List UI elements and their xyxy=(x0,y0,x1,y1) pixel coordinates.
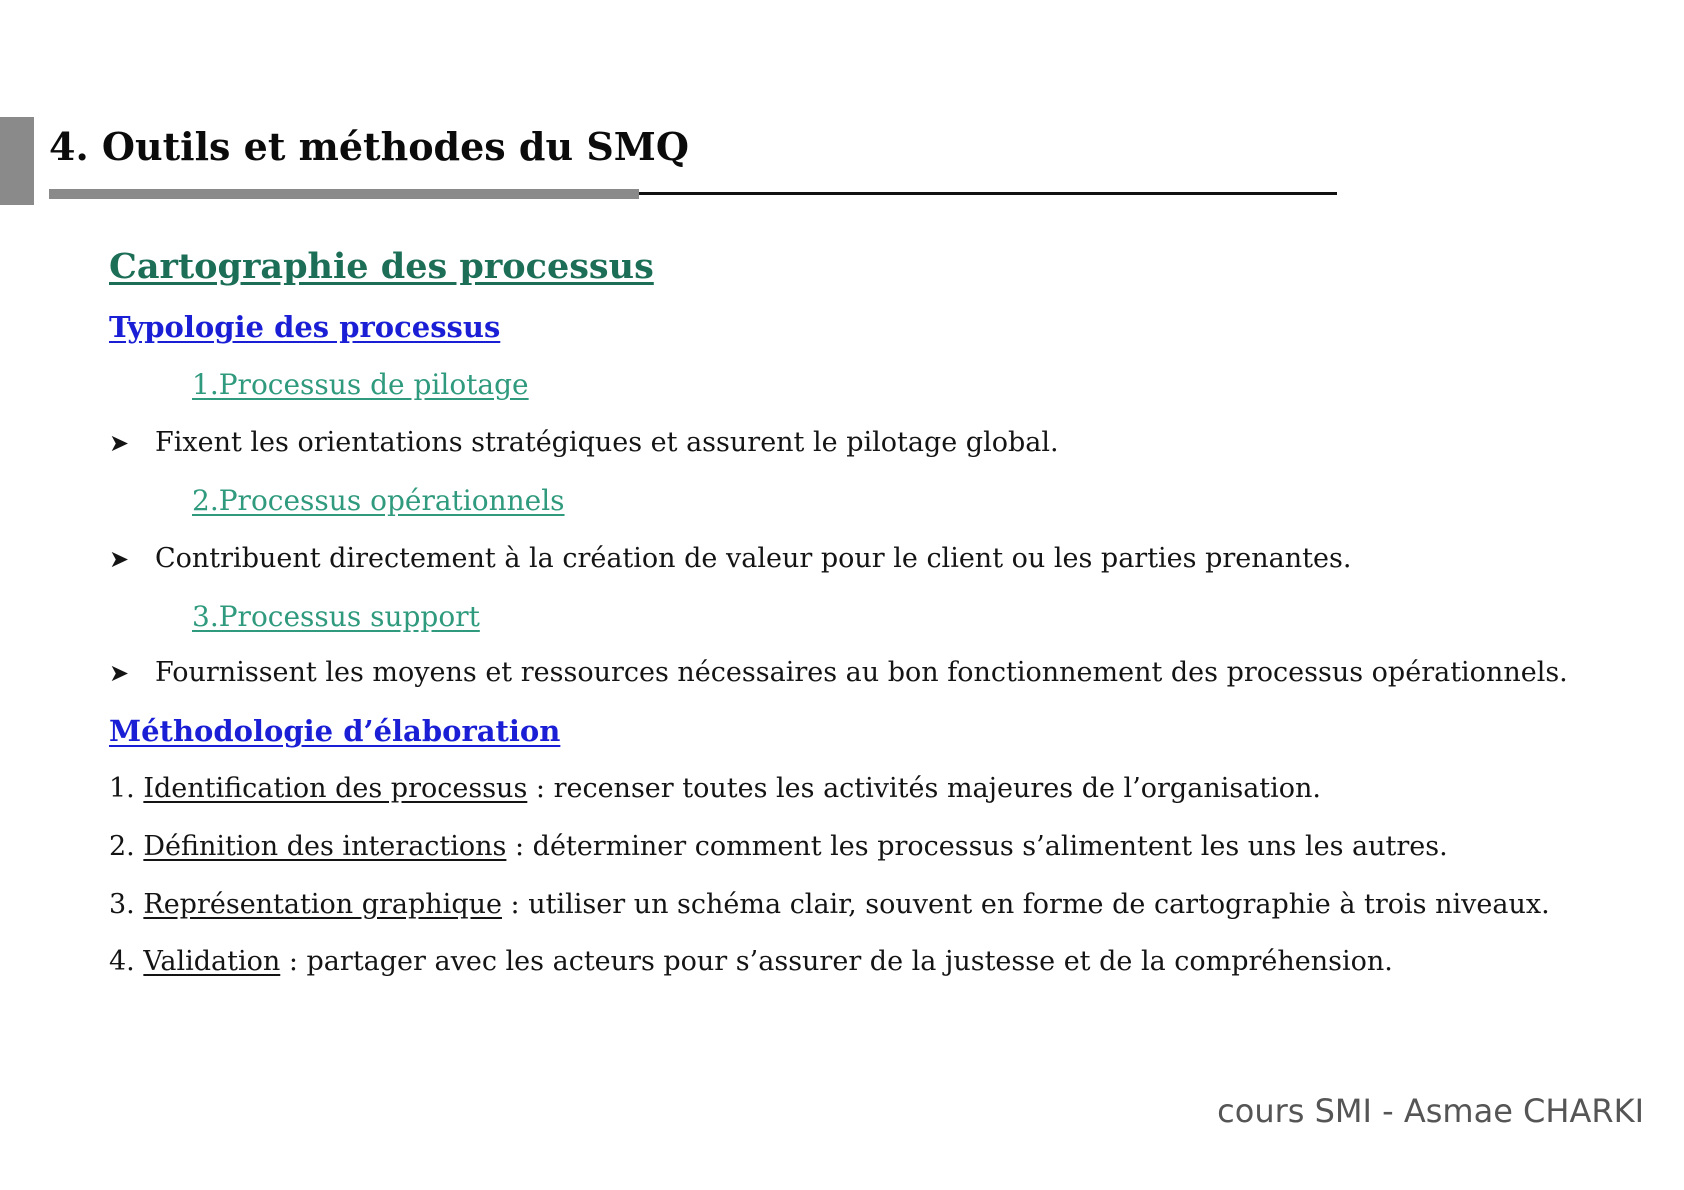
step-number: 3. xyxy=(109,889,135,920)
step-description: : déterminer comment les processus s’alimentent les uns les autres. xyxy=(506,831,1448,862)
step-term: Validation xyxy=(143,946,281,977)
typology-item-label: 3.Processus support xyxy=(192,600,480,633)
title-underline-thin xyxy=(639,192,1337,195)
step-description: : recenser toutes les activités majeures de l’organisation. xyxy=(527,773,1322,804)
step-description: : partager avec les acteurs pour s’assurer de la justesse et de la compréhension. xyxy=(280,946,1393,977)
methodology-step xyxy=(109,773,1321,804)
typology-bullet xyxy=(109,657,1568,688)
methodology-step xyxy=(109,831,1448,862)
methodology-heading: Méthodologie d’élaboration xyxy=(109,714,561,748)
step-description: : utiliser un schéma clair, souvent en forme de cartographie à trois niveaux. xyxy=(501,889,1550,920)
footer-credit: cours SMI - Asmae CHARKI xyxy=(1217,1092,1644,1130)
methodology-step xyxy=(109,946,1393,977)
step-number: 2. xyxy=(109,831,135,862)
typology-item-label: 1.Processus de pilotage xyxy=(192,368,529,401)
arrowhead-bullet-icon: ➤ xyxy=(109,429,130,457)
arrowhead-bullet-icon: ➤ xyxy=(109,659,130,687)
typology-bullet xyxy=(109,427,1059,458)
typology-heading: Typologie des processus xyxy=(109,310,501,344)
bullet-text: Contribuent directement à la création de valeur pour le client ou les parties prenantes. xyxy=(155,543,1352,574)
title-accent-bar xyxy=(0,117,34,205)
step-term: Identification des processus xyxy=(143,773,528,804)
step-term: Définition des interactions xyxy=(143,831,507,862)
bullet-text: Fournissent les moyens et ressources nécessaires au bon fonctionnement des processus opérationnels. xyxy=(155,657,1568,688)
arrowhead-bullet-icon: ➤ xyxy=(109,545,130,573)
step-term: Représentation graphique xyxy=(143,889,502,920)
slide-title: 4. Outils et méthodes du SMQ xyxy=(49,124,689,169)
bullet-text: Fixent les orientations stratégiques et assurent le pilotage global. xyxy=(155,427,1059,458)
title-underline-thick xyxy=(49,189,639,199)
step-number: 1. xyxy=(109,773,135,804)
methodology-step xyxy=(109,889,1550,920)
section-subtitle: Cartographie des processus xyxy=(109,246,654,287)
typology-bullet xyxy=(109,543,1351,574)
typology-item-label: 2.Processus opérationnels xyxy=(192,484,565,517)
step-number: 4. xyxy=(109,946,135,977)
